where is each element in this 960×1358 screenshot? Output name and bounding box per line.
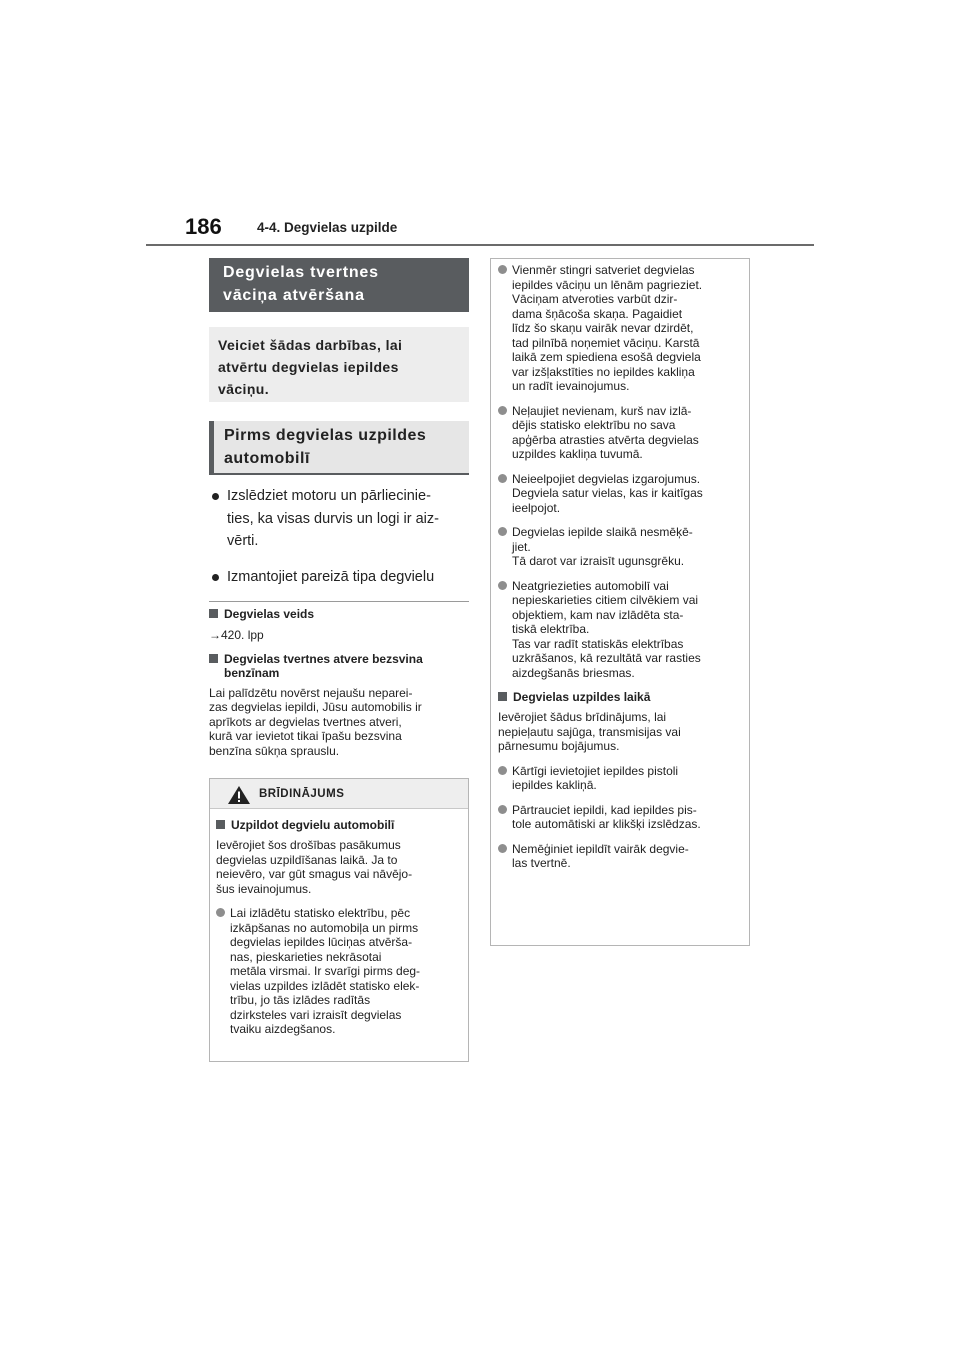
text-line: degvielas uzpildīšanas laikā. Ja to <box>216 852 398 867</box>
circle-bullet-icon <box>498 805 507 814</box>
heading-line: vāciņa atvēršana <box>223 287 365 304</box>
bullet-line: Izmantojiet pareizā tipa degvielu <box>227 568 435 585</box>
text-line: nas, pieskarieties nekrāsotai <box>230 949 382 964</box>
warning-body <box>210 809 468 1037</box>
text-line: ieelpojot. <box>512 500 561 515</box>
fuel-type-heading-text: Degvielas veids <box>224 607 315 621</box>
right-column <box>490 258 750 946</box>
text-line: Degvielas iepilde slaikā nesmēķē- <box>512 525 693 539</box>
subheading-line: Pirms degvielas uzpildes <box>224 427 427 444</box>
during-refueling-heading <box>498 690 742 704</box>
text-line: iepildes kakliņā. <box>512 778 597 792</box>
text-line: kurā var ievietot tikai īpašu bezsvina <box>209 729 402 743</box>
list-item <box>209 566 469 589</box>
circle-bullet-icon <box>498 474 507 483</box>
text-line: līdz šo skaņu vairāk nevar dzirdēt, <box>512 321 694 335</box>
text-line: benzīna sūkņa sprauslu. <box>209 743 340 758</box>
circle-bullet-icon <box>216 908 225 917</box>
text-line: nepieskarieties citiem cilvēkiem vai <box>512 593 699 607</box>
header-divider <box>146 244 814 246</box>
warning-subheading <box>216 818 462 832</box>
unleaded-heading-line: Degvielas tvertnes atvere bezsvina <box>224 651 423 666</box>
list-item <box>498 579 742 681</box>
fuel-type-heading <box>209 607 469 621</box>
list-item <box>498 525 742 569</box>
subheading-line: automobilī <box>224 450 310 467</box>
text-line: uzpildes kakliņa tuvumā. <box>512 447 643 461</box>
text-line: aizdegšanās briesmas. <box>512 665 635 680</box>
text-line: jiet. <box>512 539 531 554</box>
intro-line: Veiciet šādas darbības, lai <box>218 337 403 353</box>
during-refueling-paragraph <box>498 710 742 754</box>
warning-box <box>209 778 469 1062</box>
circle-bullet-icon <box>498 844 507 853</box>
circle-bullet-icon <box>498 527 507 536</box>
circle-bullet-icon <box>498 265 507 274</box>
list-item <box>498 472 742 516</box>
text-line: vielas uzpildes izlādēt statisko elek- <box>230 978 420 993</box>
heading-line: Degvielas tvertnes <box>223 264 379 281</box>
warning-box-continued <box>490 258 750 946</box>
text-line: Pārtrauciet iepildi, kad iepildes pis- <box>512 802 697 817</box>
text-line: Vāciņam atveroties varbūt dzir- <box>512 292 678 306</box>
square-bullet-icon <box>209 654 218 663</box>
bullet-line: ties, ka visas durvis un logi ir aiz- <box>227 510 439 527</box>
text-line: laikā zem spiediena esošā degviela <box>512 350 701 364</box>
text-line: izkāpšanas no automobiļa un pirms <box>230 920 419 935</box>
text-line: dzirksteles vari izraisīt degvielas <box>230 1007 402 1022</box>
text-line: las tvertnē. <box>512 856 571 870</box>
intro-box <box>209 327 469 402</box>
text-line: tvaiku aizdegšanos. <box>230 1022 336 1036</box>
list-item <box>498 404 742 462</box>
text-line: Ievērojiet šos drošības pasākumus <box>216 838 401 852</box>
text-line: Neieelpojiet degvielas izgarojumus. <box>512 471 701 486</box>
list-item <box>498 842 742 871</box>
text-line: Tas var radīt statiskās elektrības <box>512 636 684 651</box>
circle-bullet-icon <box>498 766 507 775</box>
circle-bullet-icon <box>498 406 507 415</box>
list-item <box>209 485 469 553</box>
unleaded-heading-line: benzīnam <box>224 665 280 680</box>
text-line: nepieļautu sajūga, transmisijas vai <box>498 724 681 739</box>
text-line: degvielas iepildes lūciņas atvērša- <box>230 935 413 949</box>
text-line: tole automātiski ar klikšķi izslēdzas. <box>512 817 701 831</box>
text-line: var izšļakstīties no iepildes kakliņa <box>512 364 695 379</box>
text-line: Kārtīgi ievietojiet iepildes pistoli <box>512 763 679 778</box>
unleaded-paragraph <box>209 686 469 759</box>
text-line: Tā darot var izraisīt ugunsgrēku. <box>512 554 685 568</box>
intro-line: atvērtu degvielas iepildes <box>218 359 399 375</box>
bullet-dot-icon <box>212 574 219 581</box>
text-line: tad pilnībā noņemiet vāciņu. Karstā <box>512 335 700 350</box>
bullet-line: Izslēdziet motoru un pārliecinie- <box>227 488 431 504</box>
text-line: dama šņācoša skaņa. Pagaidiet <box>512 306 683 321</box>
text-line: Lai palīdzētu novērst nejaušu neparei- <box>209 685 413 700</box>
text-line: Ievērojiet šādus brīdinājums, lai <box>498 710 667 724</box>
warning-header <box>210 779 468 809</box>
list-item <box>216 906 462 1037</box>
text-line: zas degvielas iepildi, Jūsu automobilis ir <box>209 700 422 714</box>
warning-subheading-text: Uzpildot degvielu automobilī <box>231 818 395 832</box>
page-reference: →420. lpp <box>209 628 264 642</box>
text-line: iepildes vāciņu un lēnām pagrieziet. <box>512 277 703 292</box>
during-refueling-heading-text: Degvielas uzpildes laikā <box>513 690 651 704</box>
text-line: Lai izlādētu statisko elektrību, pēc <box>230 906 411 920</box>
text-line: metāla virsmai. Ir svarīgi pirms deg- <box>230 964 421 978</box>
text-line: neievēro, var gūt smagus vai nāvējo- <box>216 867 413 881</box>
square-bullet-icon <box>498 692 507 701</box>
text-line: Degviela satur vielas, kas ir kaitīgas <box>512 486 703 500</box>
text-line: apģērba atrasties atvērta degvielas <box>512 432 699 447</box>
bullet-line: vērti. <box>227 533 259 549</box>
warning-title: BRĪDINĀJUMS <box>259 788 345 800</box>
left-column <box>209 258 469 758</box>
text-line: dējis statisko elektrību no sava <box>512 418 676 432</box>
text-line: tiskā elektrība. <box>512 622 590 636</box>
bullet-list <box>209 485 469 588</box>
list-item <box>498 764 742 793</box>
heading-fuel-cap-opening <box>209 258 469 312</box>
list-item <box>498 803 742 832</box>
warning-paragraph <box>216 838 462 896</box>
text-line: šus ievainojumus. <box>216 881 312 896</box>
section-title: 4-4. Degvielas uzpilde <box>257 220 398 235</box>
circle-bullet-icon <box>498 581 507 590</box>
text-line: Neatgriezieties automobilī vai <box>512 578 669 593</box>
unleaded-heading <box>209 652 469 680</box>
square-bullet-icon <box>216 820 225 829</box>
text-line: Nemēģiniet iepildīt vairāk degvie- <box>512 841 689 856</box>
text-line: Neļaujiet nevienam, kurš nav izlā- <box>512 403 692 418</box>
intro-line: vāciņu. <box>218 381 270 397</box>
warning-triangle-icon <box>227 785 251 805</box>
subheading-before-refueling <box>209 421 469 475</box>
text-line: uzkrāšanos, kā rezultātā var rasties <box>512 651 701 665</box>
text-line: aprīkots ar degvielas tvertnes atveri, <box>209 714 402 729</box>
square-bullet-icon <box>209 609 218 618</box>
section-divider <box>209 601 469 602</box>
list-item <box>498 263 742 394</box>
text-line: pārnesumu bojājumus. <box>498 739 620 753</box>
text-line: objektiem, kam nav izlādēta sta- <box>512 607 684 622</box>
text-line: trību, jo tās izlādes radītās <box>230 993 371 1007</box>
bullet-dot-icon <box>212 493 219 500</box>
page-number: 186 <box>185 214 222 239</box>
text-line: un radīt ievainojumus. <box>512 379 630 393</box>
text-line: Vienmēr stingri satveriet degvielas <box>512 263 695 277</box>
